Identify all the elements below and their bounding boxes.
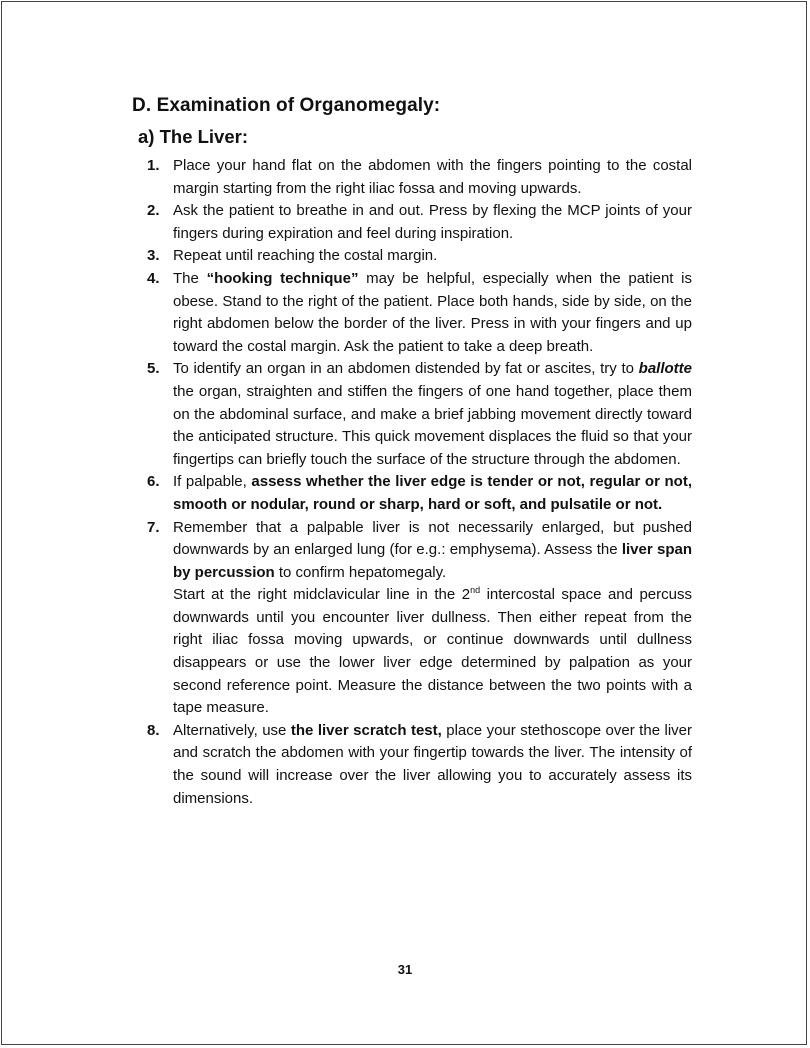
- emphasis: the liver scratch test,: [290, 721, 442, 739]
- step-2: [132, 200, 692, 245]
- step-6: [132, 471, 692, 516]
- step-number: 7.: [147, 518, 160, 536]
- step-4: [132, 268, 692, 358]
- step-text: Ask the patient to breathe in and out. Press by flexing the MCP joints of your fingers during expiration and feel during inspiration.: [173, 202, 692, 242]
- emphasis: liver span by percussion: [173, 541, 692, 581]
- step-number: 6.: [147, 473, 160, 491]
- step-text: If palpable, assess whether the liver edge is tender or not, regular or not, smooth or nodular, round or sharp, hard or soft, and pulsatile or not.: [173, 473, 692, 513]
- step-3: [132, 245, 692, 268]
- step-5: [132, 358, 692, 471]
- liver-exam-steps: [132, 155, 692, 810]
- section-heading: D. Examination of Organomegaly:: [132, 95, 441, 116]
- step-number: 5.: [147, 360, 160, 378]
- step-text-continued: Start at the right midclavicular line in the 2nd intercostal space and percuss downwards until you encounter liver dullness. Then either repeat from the right iliac fossa moving upwards, or continue downwards until dullness disappears or use the lower liver edge determined by palpation as your second reference point. Measure the distance between the two points with a tape measure.: [173, 585, 692, 717]
- step-number: 4.: [147, 269, 160, 287]
- step-text: Repeat until reaching the costal margin.: [173, 247, 438, 265]
- step-text: Remember that a palpable liver is not necessarily enlarged, but pushed downwards by an enlarged lung (for e.g.: emphysema). Assess the liver span by percussion to confirm hepatomegaly.: [173, 518, 692, 581]
- emphasis: ballotte: [638, 360, 692, 378]
- page-number: 31: [397, 962, 413, 977]
- emphasis: assess whether the liver edge is tender or not, regular or not, smooth or nodular, round or sharp, hard or soft, and pulsatile or not.: [173, 473, 692, 513]
- step-number: 2.: [147, 202, 160, 220]
- step-number: 1.: [147, 157, 160, 174]
- step-8: [132, 720, 692, 810]
- step-1: [132, 155, 692, 200]
- step-number: 3.: [147, 247, 160, 265]
- step-text: To identify an organ in an abdomen distended by fat or ascites, try to ballotte the organ, straighten and stiffen the fingers of one hand together, place them on the abdominal surface, and make a brief jabbing movement directly toward the anticipated structure. This quick movement displaces the fluid so that your fingertips can briefly touch the surface of the structure through the abdomen.: [173, 360, 692, 468]
- step-7: [132, 517, 692, 720]
- step-text: The “hooking technique” may be helpful, especially when the patient is obese. Stand to the right of the patient. Place both hands, side by side, on the right abdomen below the border of the liver. Press in with your fingers and up toward the costal margin. Ask the patient to take a deep breath.: [173, 269, 692, 355]
- step-text: Place your hand flat on the abdomen with the fingers pointing to the costal margin starting from the right iliac fossa and moving upwards.: [173, 157, 692, 197]
- subsection-heading: a) The Liver:: [138, 126, 248, 147]
- step-number: 8.: [147, 721, 160, 739]
- step-text: Alternatively, use the liver scratch test, place your stethoscope over the liver and scratch the abdomen with your fingertip towards the liver. The intensity of the sound will increase over the liver allowing you to accurately assess its dimensions.: [173, 721, 692, 807]
- emphasis: “hooking technique”: [206, 269, 359, 287]
